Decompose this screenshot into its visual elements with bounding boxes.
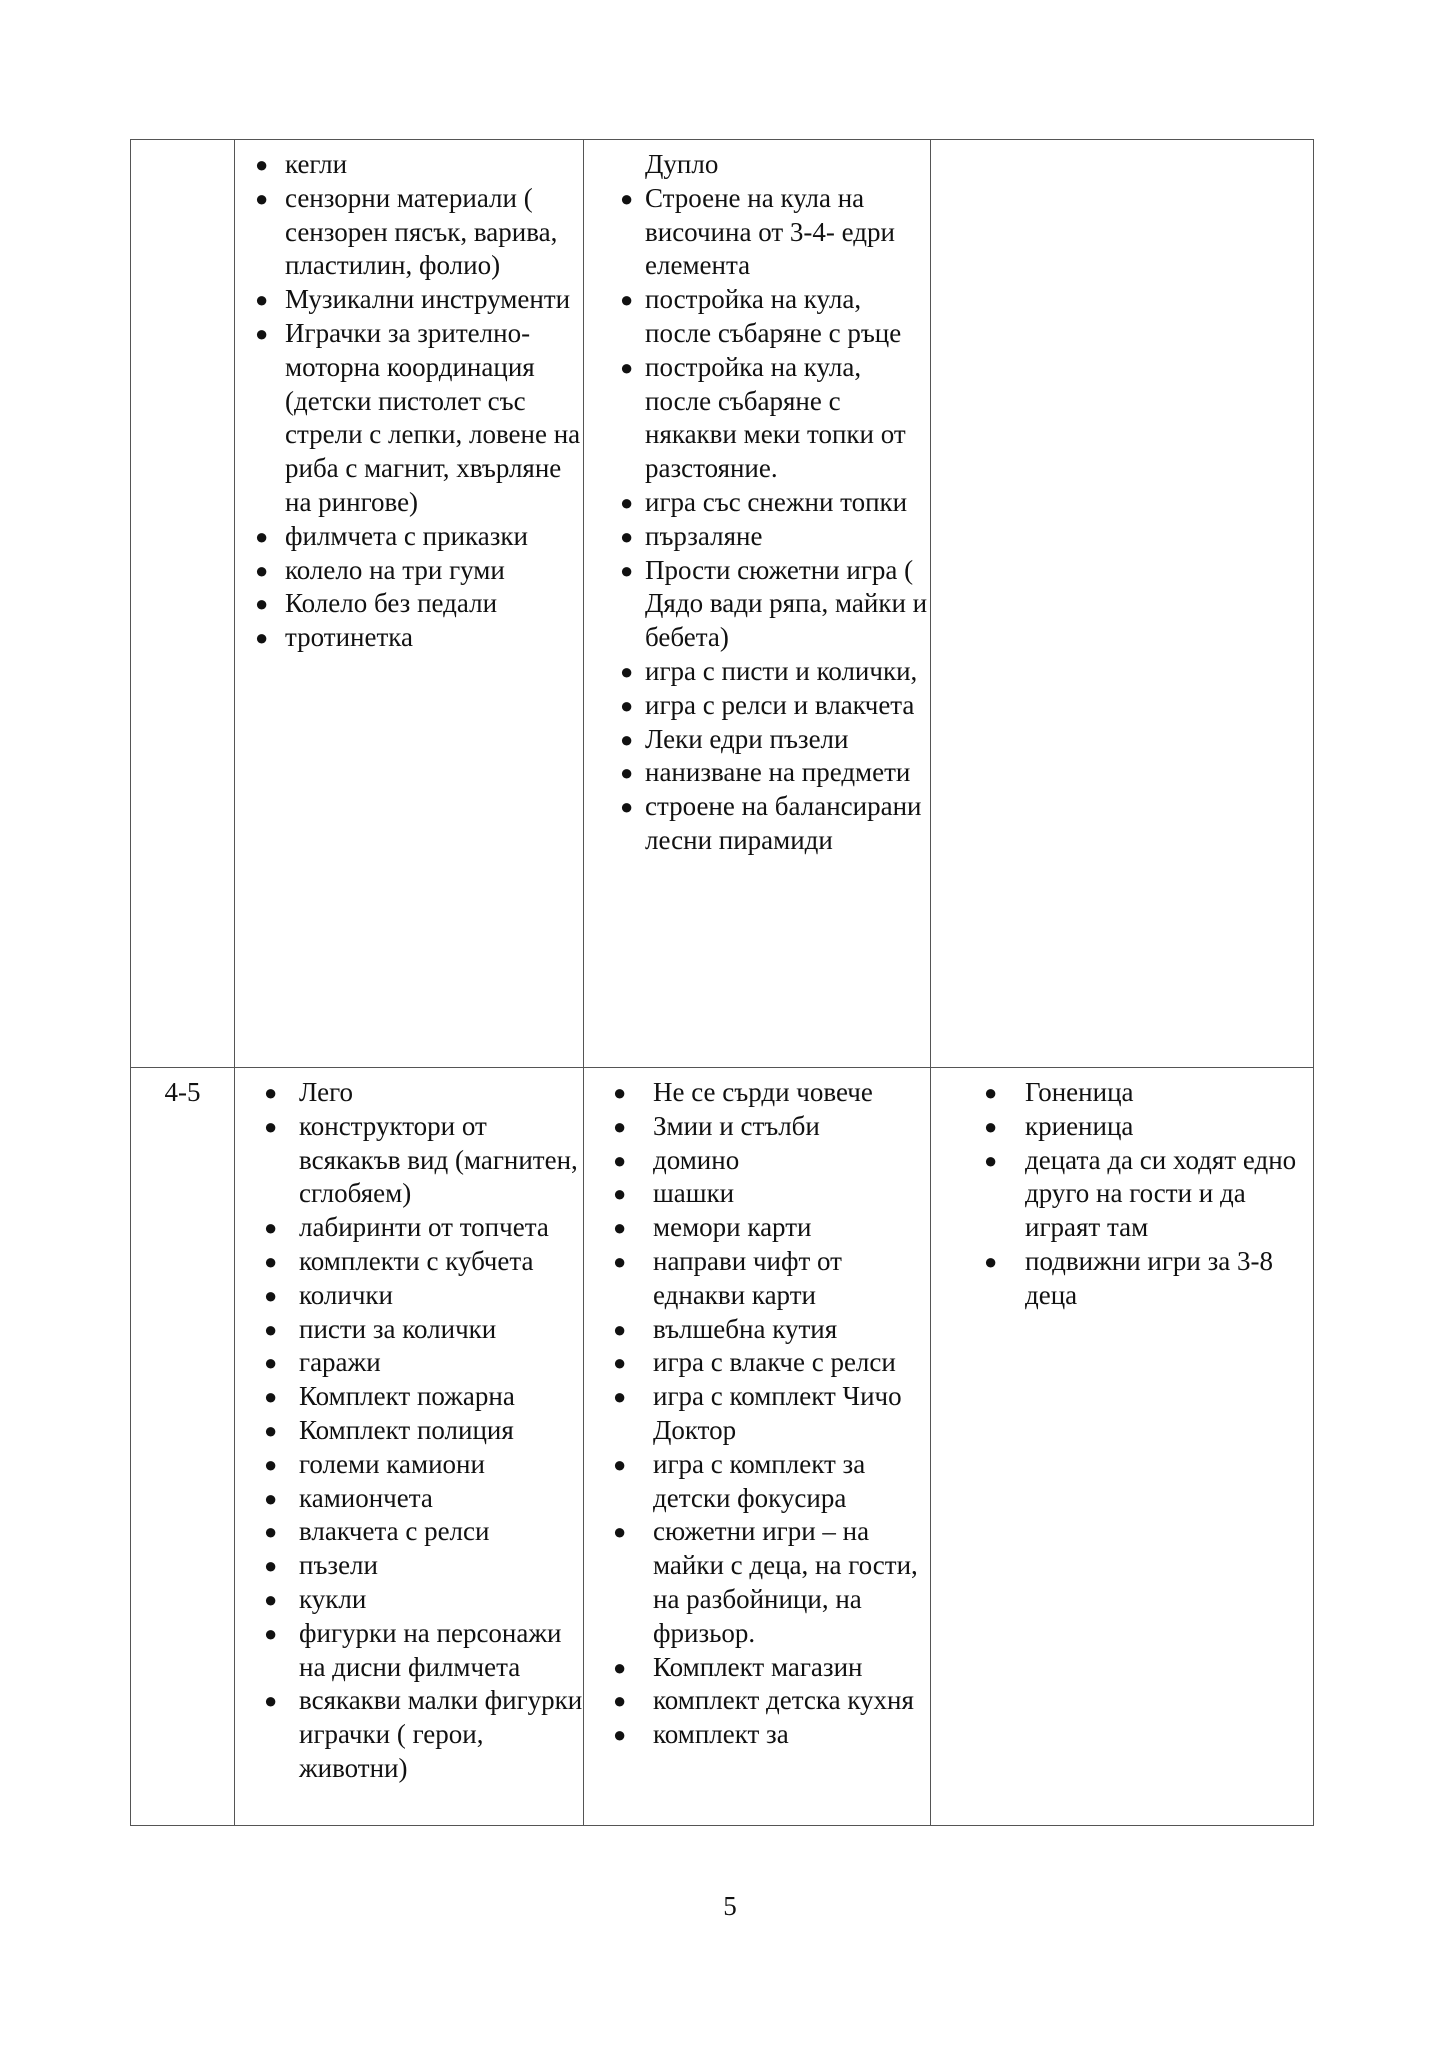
list-item xyxy=(584,486,930,520)
bullet-icon: ● xyxy=(255,320,269,346)
list-item-text: Комплект магазин xyxy=(653,1651,863,1682)
list-item xyxy=(931,1144,1313,1245)
list-item xyxy=(235,621,583,655)
bullet-icon: ● xyxy=(255,287,269,313)
list-item-text: Лего xyxy=(299,1077,354,1107)
list-item xyxy=(235,1313,583,1347)
list-item xyxy=(235,1211,583,1245)
list-item-text: колички xyxy=(299,1279,393,1310)
bullet-list xyxy=(931,1076,1313,1313)
bullet-icon: ● xyxy=(264,1080,278,1105)
list-item xyxy=(584,520,930,554)
list-item xyxy=(235,148,583,182)
toys-cell xyxy=(235,140,584,1068)
list-item-text: направи чифт от еднакви карти xyxy=(653,1245,842,1310)
list-item xyxy=(584,1144,930,1178)
list-item-text: постройка на кула, после събаряне с някакви меки топки от разстояние. xyxy=(645,351,906,484)
bullet-icon: ● xyxy=(264,1451,278,1477)
bullet-icon: ● xyxy=(264,1586,278,1612)
list-item xyxy=(931,1076,1313,1110)
bullet-icon: ● xyxy=(620,523,634,549)
list-item xyxy=(931,1110,1313,1144)
list-item xyxy=(584,756,930,790)
list-item xyxy=(584,1718,930,1752)
list-item xyxy=(235,1346,583,1380)
list-item xyxy=(235,1482,583,1516)
activities-table xyxy=(130,139,1314,1826)
list-item-text: пъзели xyxy=(299,1550,378,1581)
list-item-text: Гоненица xyxy=(1025,1077,1134,1107)
list-item-text: писти за колички xyxy=(299,1313,497,1344)
list-item-text: Змии и стълби xyxy=(653,1110,820,1141)
bullet-icon: ● xyxy=(255,557,269,583)
bullet-icon: ● xyxy=(613,1113,627,1139)
list-item-text: Играчки за зрително-моторна координация (детски пистолет със стрели с лепки, ловене на риба с магнит, хвърляне на рингове) xyxy=(285,317,581,517)
bullet-icon: ● xyxy=(255,152,269,177)
list-item-text: комплекти с кубчета xyxy=(299,1245,534,1276)
list-item-text: криеница xyxy=(1025,1110,1134,1141)
list-item xyxy=(584,351,930,486)
list-item-text: игра с релси и влакчета xyxy=(645,689,915,720)
bullet-icon: ● xyxy=(264,1519,278,1545)
list-item-text: колело на три гуми xyxy=(285,554,505,585)
bullet-icon: ● xyxy=(613,1688,627,1714)
bullet-icon: ● xyxy=(613,1316,627,1342)
list-item-text: конструктори от всякакъв вид (магнитен, сглобяем) xyxy=(299,1110,578,1209)
bullet-icon: ● xyxy=(613,1215,627,1241)
list-item xyxy=(235,1515,583,1549)
list-item xyxy=(235,1549,583,1583)
list-item-text: Музикални инструменти xyxy=(285,284,571,315)
bullet-icon: ● xyxy=(264,1113,278,1139)
bullet-icon: ● xyxy=(620,794,634,820)
list-item-text: Комплект полиция xyxy=(299,1414,514,1445)
list-item-text: шашки xyxy=(653,1178,735,1209)
list-item-text: постройка на кула, после събаряне с ръце xyxy=(645,284,902,348)
list-item xyxy=(584,1515,930,1650)
list-item xyxy=(235,317,583,520)
age-cell xyxy=(131,140,235,1068)
list-item xyxy=(235,1380,583,1414)
list-item-text: мемори карти xyxy=(653,1212,812,1243)
bullet-icon: ● xyxy=(264,1215,278,1241)
list-item-text: комплект детска кухня xyxy=(653,1685,914,1716)
bullet-icon: ● xyxy=(613,1147,627,1173)
list-item xyxy=(235,1583,583,1617)
continuation-text: Дупло xyxy=(645,149,719,179)
bullet-icon: ● xyxy=(984,1147,998,1173)
bullet-icon: ● xyxy=(613,1248,627,1274)
bullet-icon: ● xyxy=(620,354,634,380)
list-item xyxy=(235,520,583,554)
list-item-text: сюжетни игри – на майки с деца, на гости, на разбойници, на фризьор. xyxy=(653,1516,918,1648)
list-item-text: Леки едри пъзели xyxy=(645,723,849,754)
bullet-icon: ● xyxy=(620,726,634,752)
bullet-icon: ● xyxy=(613,1722,627,1748)
list-item-text: Не се сърди човече xyxy=(653,1077,873,1107)
bullet-icon: ● xyxy=(255,185,269,211)
list-item xyxy=(235,1279,583,1313)
bullet-icon: ● xyxy=(264,1282,278,1308)
list-item xyxy=(584,723,930,757)
list-item xyxy=(584,283,930,351)
bullet-icon: ● xyxy=(613,1080,627,1105)
bullet-list xyxy=(584,1076,930,1752)
list-item xyxy=(235,283,583,317)
toys-cell xyxy=(235,1068,584,1826)
list-item xyxy=(584,689,930,723)
bullet-icon: ● xyxy=(613,1384,627,1410)
list-item-text: Комплект пожарна xyxy=(299,1381,515,1412)
list-item-text: кукли xyxy=(299,1583,367,1614)
bullet-icon: ● xyxy=(620,557,634,583)
list-item-text: пързаляне xyxy=(645,520,763,551)
list-item-text: кегли xyxy=(285,149,348,179)
list-item-text: камиончета xyxy=(299,1482,433,1513)
list-item xyxy=(584,1346,930,1380)
list-item xyxy=(235,1617,583,1685)
bullet-list xyxy=(235,1076,583,1786)
list-item xyxy=(235,587,583,621)
list-item xyxy=(235,1448,583,1482)
list-item-text: строене на балансирани лесни пирамиди xyxy=(645,791,922,855)
bullet-icon: ● xyxy=(620,185,634,211)
bullet-icon: ● xyxy=(620,760,634,786)
bullet-icon: ● xyxy=(264,1384,278,1410)
list-item-text: нанизване на предмети xyxy=(645,757,911,788)
list-item xyxy=(584,182,930,283)
bullet-list xyxy=(584,182,930,858)
list-item xyxy=(584,1313,930,1347)
list-item-text: игра с комплект Чичо Доктор xyxy=(653,1381,902,1445)
list-item-text: домино xyxy=(653,1144,740,1175)
group-games-cell xyxy=(931,140,1314,1068)
bullet-icon: ● xyxy=(620,692,634,718)
list-item-text: фигурки на персонажи на дисни филмчета xyxy=(299,1617,562,1682)
bullet-icon: ● xyxy=(984,1113,998,1139)
list-item-text: децата да си ходят едно друго на гости и да играят там xyxy=(1025,1144,1297,1243)
list-item xyxy=(235,1245,583,1279)
page-number: 5 xyxy=(723,1891,737,1921)
table-row xyxy=(131,140,1314,1068)
list-item-text: филмчета с приказки xyxy=(285,520,528,551)
list-item xyxy=(584,790,930,858)
bullet-icon: ● xyxy=(620,658,634,684)
bullet-icon: ● xyxy=(613,1519,627,1545)
table-row xyxy=(131,1068,1314,1826)
list-item xyxy=(584,1110,930,1144)
bullet-icon: ● xyxy=(255,591,269,617)
games-cell xyxy=(584,1068,931,1826)
list-item xyxy=(584,554,930,655)
list-item xyxy=(584,1177,930,1211)
list-item xyxy=(584,655,930,689)
list-item-text: игра с комплект за детски фокусира xyxy=(653,1448,866,1513)
list-item-text: влакчета с релси xyxy=(299,1516,490,1547)
list-item-text: тротинетка xyxy=(285,622,413,653)
bullet-icon: ● xyxy=(984,1248,998,1274)
bullet-list xyxy=(235,148,583,655)
list-item-text: игра с влакче с релси xyxy=(653,1347,896,1378)
list-item xyxy=(235,1076,583,1110)
list-item-text: сензорни материали ( сензорен пясък, варива, пластилин, фолио) xyxy=(285,182,558,281)
list-item-text: Строене на кула на височина от 3-4- едри елемента xyxy=(645,182,895,281)
list-item xyxy=(584,1651,930,1685)
games-cell xyxy=(584,140,931,1068)
bullet-icon: ● xyxy=(264,1553,278,1579)
list-item xyxy=(235,1110,583,1211)
bullet-icon: ● xyxy=(620,489,634,515)
bullet-icon: ● xyxy=(264,1350,278,1376)
group-games-cell xyxy=(931,1068,1314,1826)
list-item xyxy=(584,1380,930,1448)
list-item xyxy=(584,1448,930,1516)
list-item-text: Прости сюжетни игра ( Дядо вади ряпа, майки и бебета) xyxy=(645,554,928,653)
age-cell: 4-5 xyxy=(131,1068,235,1826)
list-item-text: гаражи xyxy=(299,1347,381,1378)
bullet-icon: ● xyxy=(620,287,634,313)
bullet-icon: ● xyxy=(613,1181,627,1207)
bullet-icon: ● xyxy=(264,1688,278,1714)
list-item xyxy=(235,554,583,588)
list-item-text: вълшебна кутия xyxy=(653,1313,838,1344)
list-item xyxy=(584,1245,930,1313)
list-item xyxy=(235,1684,583,1785)
bullet-icon: ● xyxy=(613,1654,627,1680)
list-item-text: всякакви малки фигурки играчки ( герои, животни) xyxy=(299,1685,583,1783)
list-item xyxy=(584,1684,930,1718)
bullet-icon: ● xyxy=(255,625,269,651)
list-item-text: игра с писти и колички, xyxy=(645,655,918,686)
list-item-text: Колело без педали xyxy=(285,588,498,619)
list-item-text: големи камиони xyxy=(299,1448,485,1479)
bullet-icon: ● xyxy=(264,1316,278,1342)
list-item-text: игра със снежни топки xyxy=(645,486,908,517)
list-item xyxy=(235,1414,583,1448)
bullet-icon: ● xyxy=(264,1248,278,1274)
list-item xyxy=(931,1245,1313,1313)
list-item-text: лабиринти от топчета xyxy=(299,1212,549,1243)
list-item xyxy=(584,1211,930,1245)
bullet-icon: ● xyxy=(613,1451,627,1477)
list-item xyxy=(235,182,583,283)
bullet-icon: ● xyxy=(255,523,269,549)
bullet-icon: ● xyxy=(613,1350,627,1376)
bullet-icon: ● xyxy=(264,1417,278,1443)
list-item-text: подвижни игри за 3-8 деца xyxy=(1025,1245,1274,1310)
list-item xyxy=(584,1076,930,1110)
bullet-icon: ● xyxy=(264,1620,278,1646)
bullet-icon: ● xyxy=(264,1485,278,1511)
list-item-text: комплект за xyxy=(653,1719,789,1750)
bullet-icon: ● xyxy=(984,1080,998,1105)
